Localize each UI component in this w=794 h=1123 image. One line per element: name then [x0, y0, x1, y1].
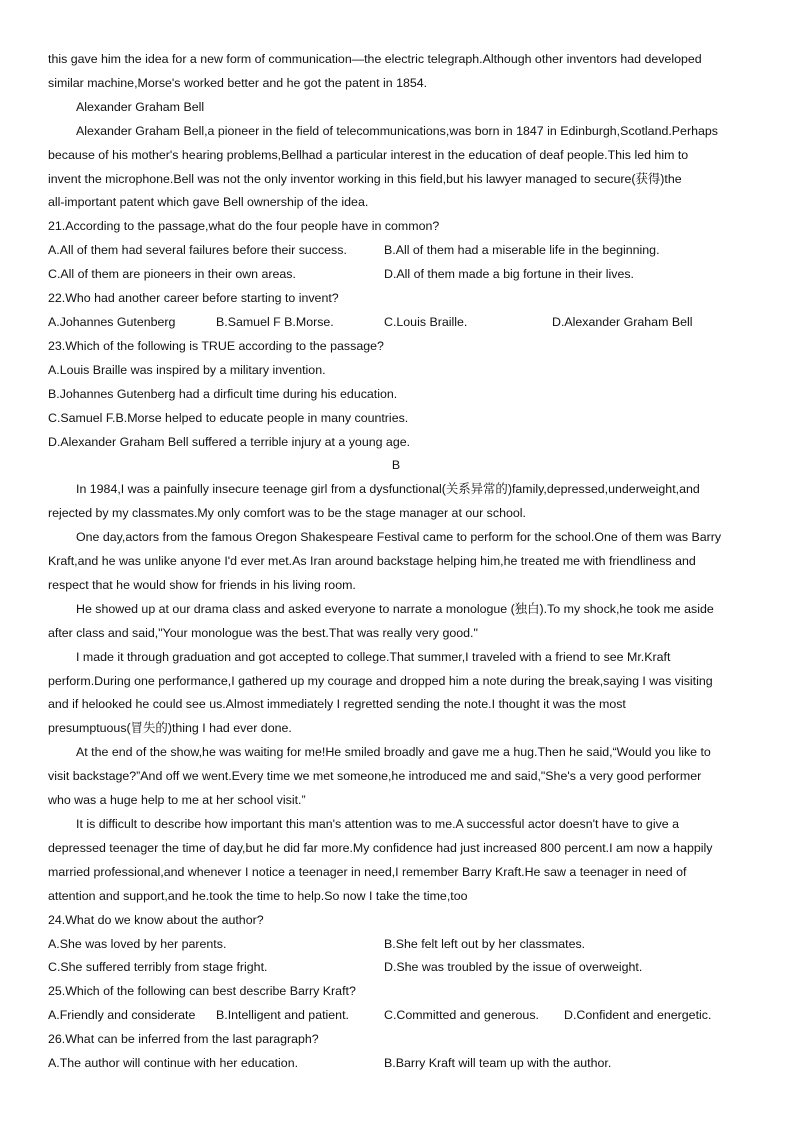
option-c: C.Samuel F.B.Morse helped to educate people in many countries.: [48, 410, 409, 425]
question-stem: 25.Which of the following can best describe Barry Kraft?: [48, 984, 356, 999]
question-25: [48, 980, 744, 1028]
bell-section: [48, 96, 744, 216]
text-line: invent the microphone.Bell was not the only inventor working in this field,but his lawyer managed to secure(获得)the: [48, 171, 682, 186]
options-row: [48, 239, 744, 263]
text-line: visit backstage?”And off we went.Every time we met someone,he introduced me and said,"She's a very good performer: [48, 769, 702, 784]
text-line: all-important patent which gave Bell ownership of the idea.: [48, 195, 369, 210]
option-a: A.Friendly and considerate: [48, 1008, 196, 1023]
options-row: [48, 311, 744, 335]
question-stem: 22.Who had another career before starting to invent?: [48, 291, 339, 306]
passage-a-tail: [48, 48, 744, 96]
question-stem: 21.According to the passage,what do the four people have in common?: [48, 219, 440, 234]
option-a: A.All of them had several failures before their success.: [48, 243, 347, 258]
option-a: A.The author will continue with her education.: [48, 1056, 299, 1071]
option-c: C.She suffered terribly from stage fright.: [48, 960, 268, 975]
text-line: because of his mother's hearing problems,Bellhad a particular interest in the education of deaf people.This led him to: [48, 147, 689, 162]
text-line: respect that he would show for friends in his living room.: [48, 577, 356, 592]
text-line: depressed teenager the time of day,but he did far more.My confidence had just increased 800 percent.I am now a happily: [48, 840, 713, 855]
section-label: B: [391, 458, 401, 473]
question-21: [48, 215, 744, 287]
text-line: after class and said,"Your monologue was the best.That was really very good.": [48, 625, 478, 640]
question-26: [48, 1028, 744, 1076]
text-line: It is difficult to describe how important this man's attention was to me.A successful actor doesn't have to give a: [76, 817, 679, 831]
options-row: [48, 956, 744, 980]
option-b: B.Johannes Gutenberg had a dirficult time during his education.: [48, 386, 398, 401]
text-line: this gave him the idea for a new form of communication—the electric telegraph.Although other inventors had developed: [48, 52, 702, 66]
options-row: [48, 1052, 744, 1076]
section-heading: Alexander Graham Bell: [76, 99, 205, 114]
option-d: D.Alexander Graham Bell: [552, 314, 693, 329]
option-b: B.Intelligent and patient.: [216, 1008, 349, 1023]
option-b: B.She felt left out by her classmates.: [384, 936, 586, 951]
text-line: Alexander Graham Bell,a pioneer in the field of telecommunications,was born in 1847 in Edinburgh,Scotland.Perhaps: [76, 123, 718, 138]
option-b: B.Samuel F B.Morse.: [216, 314, 334, 329]
option-b: B.Barry Kraft will team up with the author.: [384, 1056, 612, 1071]
text-line: similar machine,Morse's worked better and he got the patent in 1854.: [48, 75, 428, 90]
text-line: perform.During one performance,I gathered up my courage and dropped him a note during the break,saying I was visiting: [48, 673, 713, 688]
options-row: [48, 1004, 744, 1028]
question-stem: 23.Which of the following is TRUE according to the passage?: [48, 338, 384, 353]
question-stem: 24.What do we know about the author?: [48, 912, 264, 927]
text-line: presumptuous(冒失的)thing I had ever done.: [48, 721, 292, 736]
option-c: C.Louis Braille.: [384, 314, 468, 329]
option-d: D.Confident and energetic.: [564, 1008, 712, 1023]
question-22: [48, 287, 744, 335]
options-row: [48, 933, 744, 957]
option-d: D.She was troubled by the issue of overweight.: [384, 960, 643, 975]
option-c: C.Committed and generous.: [384, 1008, 539, 1023]
option-b: B.All of them had a miserable life in the beginning.: [384, 243, 660, 258]
question-23: [48, 335, 744, 455]
text-line: In 1984,I was a painfully insecure teenage girl from a dysfunctional(关系异常的)family,depressed,underweight,and: [76, 482, 700, 497]
text-line: He showed up at our drama class and asked everyone to narrate a monologue (独白).To my shock,he took me aside: [76, 601, 714, 616]
options-row: [48, 263, 744, 287]
document-page: [48, 48, 744, 1076]
text-line: One day,actors from the famous Oregon Shakespeare Festival came to perform for the school.One of them was Barry: [76, 530, 722, 545]
text-line: and if helooked he could see us.Almost immediately I regretted sending the note.I thought it was the most: [48, 697, 626, 712]
text-line: attention and support,and he.took the time to help.So now I take the time,too: [48, 888, 468, 903]
question-24: [48, 909, 744, 981]
text-line: who was a huge help to me at her school visit.”: [48, 793, 306, 808]
text-line: At the end of the show,he was waiting for me!He smiled broadly and gave me a hug.Then he said,“Would you like to: [76, 745, 711, 760]
passage-b: [48, 478, 744, 908]
text-line: I made it through graduation and got accepted to college.That summer,I traveled with a friend to see Mr.Kraft: [76, 649, 671, 664]
option-a: A.She was loved by her parents.: [48, 936, 227, 951]
option-c: C.All of them are pioneers in their own areas.: [48, 267, 296, 282]
text-line: married professional,and whenever I notice a teenager in need,I remember Barry Kraft.He saw a teenager in need of: [48, 864, 687, 879]
option-d: D.All of them made a big fortune in their lives.: [384, 267, 634, 282]
text-line: rejected by my classmates.My only comfort was to be the stage manager at our school.: [48, 506, 526, 521]
option-a: A.Johannes Gutenberg: [48, 314, 176, 329]
text-line: Kraft,and he was unlike anyone I'd ever met.As Iran around backstage helping him,he treated me with friendliness and: [48, 554, 696, 569]
option-d: D.Alexander Graham Bell suffered a terrible injury at a young age.: [48, 434, 411, 449]
question-stem: 26.What can be inferred from the last paragraph?: [48, 1032, 319, 1047]
option-a: A.Louis Braille was inspired by a military invention.: [48, 362, 326, 377]
